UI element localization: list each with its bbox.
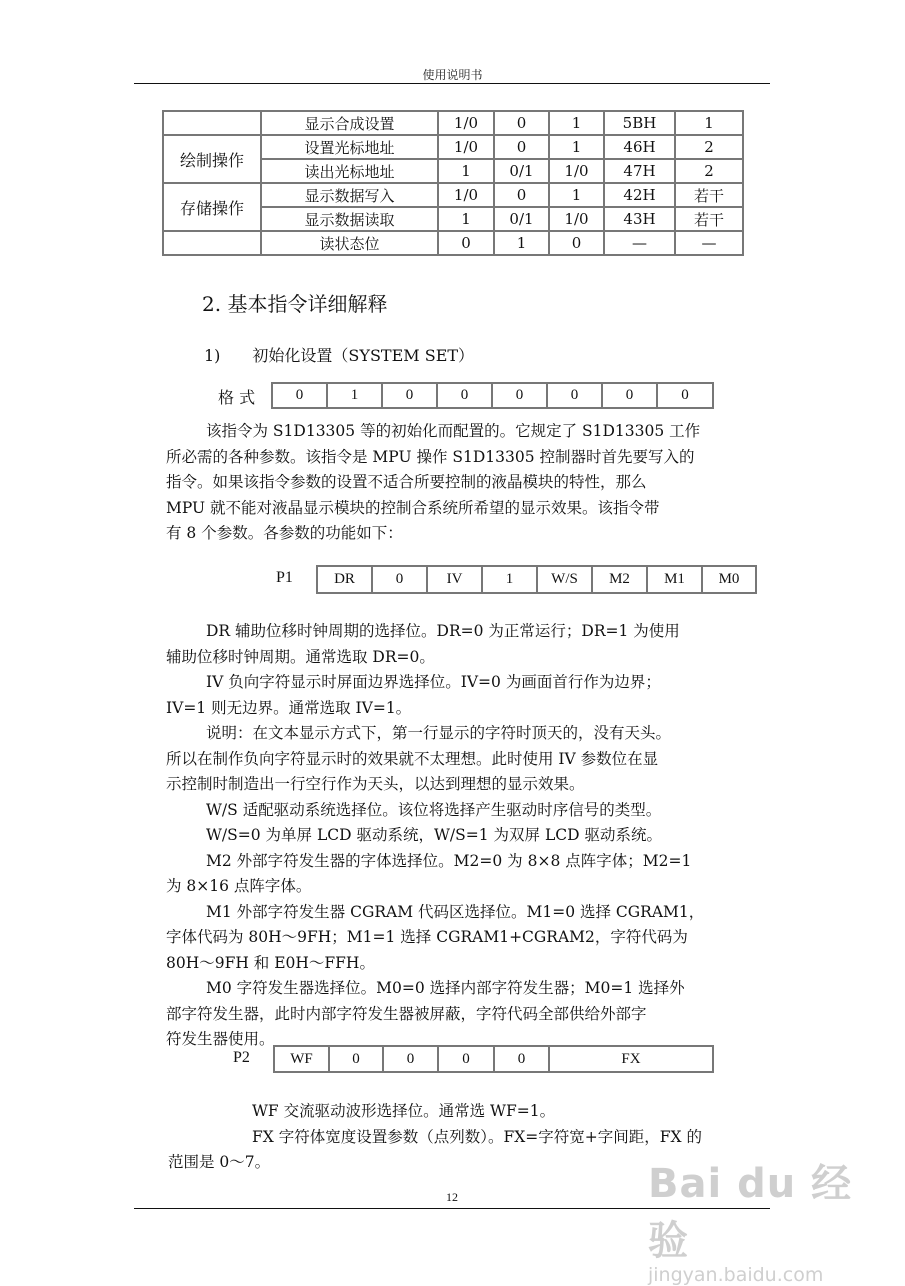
header-title: 使用说明书 [422, 68, 483, 82]
command-name: 显示数据写入 [261, 183, 438, 207]
cell: 1 [438, 159, 494, 183]
text-line: W/S=0 为单屏 LCD 驱动系统，W/S=1 为双屏 LCD 驱动系统。 [206, 826, 662, 844]
format-bit-box [271, 382, 714, 409]
group-cell: 绘制操作 [163, 135, 261, 183]
cell: 1 [438, 207, 494, 231]
command-name: 读状态位 [261, 231, 438, 255]
bit-cell: WF [275, 1047, 330, 1071]
p1-bit-box [316, 565, 757, 594]
bit-cell: 0 [495, 1047, 550, 1071]
table-row [163, 183, 743, 207]
code-cell: 5BH [604, 111, 675, 135]
text-line: 字体代码为 80H～9FH；M1=1 选择 CGRAM1+CGRAM2，字符代码为 [166, 928, 688, 946]
p2-bit-box [273, 1045, 714, 1073]
text-line: 80H～9FH 和 E0H～FFH。 [166, 953, 375, 972]
params-cell: — [675, 231, 743, 255]
text-line: WF 交流驱动波形选择位。通常选 WF=1。 [252, 1102, 556, 1120]
bit-cell: 0 [273, 384, 328, 407]
params-cell: 2 [675, 159, 743, 183]
cell: 1 [494, 231, 549, 255]
text-line: 范围是 0～7。 [168, 1153, 271, 1171]
text-line: 为 8×16 点阵字体。 [166, 877, 312, 895]
bit-cell: 0 [384, 1047, 439, 1071]
command-name: 显示合成设置 [261, 111, 438, 135]
bit-cell: 0 [493, 384, 548, 407]
cell: 1/0 [438, 135, 494, 159]
format-label: 格 式 [218, 388, 256, 407]
text-line: M1 外部字符发生器 CGRAM 代码区选择位。M1=0 选择 CGRAM1， [206, 902, 705, 921]
intro-paragraph [166, 419, 778, 547]
bit-cell: 1 [483, 567, 538, 592]
bit-cell: 1 [328, 384, 383, 407]
command-name: 设置光标地址 [261, 135, 438, 159]
text-line: FX 字符体宽度设置参数（点列数）。FX=字符宽+字间距，FX 的 [252, 1127, 702, 1146]
text-line: IV 负向字符显示时屏面边界选择位。IV=0 为画面首行作为边界； [206, 673, 661, 691]
text-line: 该指令为 S1D13305 等的初始化而配置的。它规定了 S1D13305 工作 [206, 422, 701, 440]
table-row [163, 111, 743, 135]
params-cell: 2 [675, 135, 743, 159]
text-line: MPU 就不能对液晶显示模块的控制合系统所希望的显示效果。该指令带 [166, 498, 660, 517]
text-line: IV=1 则无边界。通常选取 IV=1。 [166, 698, 412, 717]
text-line: 示控制时制造出一行空行作为天头，以达到理想的显示效果。 [166, 775, 585, 793]
watermark-logo: Bai du 经验 [648, 1161, 853, 1264]
params-cell: 1 [675, 111, 743, 135]
text-line: 辅助位移时钟周期。通常选取 DR=0。 [166, 647, 435, 666]
bit-cell: 0 [373, 567, 428, 592]
p2-label: P2 [233, 1049, 250, 1066]
cell: 1 [549, 135, 604, 159]
text-line: 部字符发生器，此时内部字符发生器被屏蔽，字符代码全部供给外部字 [166, 1004, 647, 1023]
code-cell: — [604, 231, 675, 255]
watermark-url: jingyan.baidu.com [648, 1264, 824, 1286]
text-line: 指令。如果该指令参数的设置不适合所要控制的液晶模块的特性，那么 [166, 473, 647, 491]
bit-cell: 0 [439, 1047, 495, 1071]
cell: 0/1 [494, 159, 549, 183]
command-name: 读出光标地址 [261, 159, 438, 183]
code-cell: 42H [604, 183, 675, 207]
bit-cell: M1 [648, 567, 703, 592]
sub-heading: 1) 初始化设置（SYSTEM SET） [204, 346, 475, 365]
cell: 0 [494, 183, 549, 207]
bit-cell: 0 [383, 384, 438, 407]
code-cell: 46H [604, 135, 675, 159]
bit-cell: 0 [681, 387, 689, 403]
bit-cell: W/S [538, 567, 593, 592]
group-cell: 存储操作 [163, 183, 261, 231]
cell: 1/0 [438, 111, 494, 135]
cell: 1 [549, 111, 604, 135]
params-cell: 若干 [675, 183, 743, 207]
text-line: 所以在制作负向字符显示时的效果就不太理想。此时使用 IV 参数位在显 [166, 749, 659, 768]
text-line: 有 8 个参数。各参数的功能如下： [166, 524, 403, 542]
section-heading: 2. 基本指令详细解释 [202, 292, 388, 316]
bit-cell: 0 [330, 1047, 384, 1071]
group-cell [163, 111, 261, 135]
p1-label: P1 [276, 569, 293, 586]
bit-cell: M2 [593, 567, 648, 592]
command-name: 显示数据读取 [261, 207, 438, 231]
code-cell: 43H [604, 207, 675, 231]
cell: 0/1 [494, 207, 549, 231]
cell: 1/0 [438, 183, 494, 207]
page-number: 12 [446, 1190, 458, 1204]
bit-cell: DR [318, 567, 373, 592]
cell: 0 [494, 135, 549, 159]
cell: 0 [549, 231, 604, 255]
table-row [163, 135, 743, 159]
text-line: W/S 适配驱动系统选择位。该位将选择产生驱动时序信号的类型。 [206, 800, 662, 819]
params-cell: 若干 [675, 207, 743, 231]
bit-cell: 0 [438, 384, 493, 407]
bit-cell: 0 [603, 384, 658, 407]
cell: 0 [438, 231, 494, 255]
header-rule [134, 83, 770, 84]
bit-cell: FX [621, 1050, 641, 1067]
bit-cell: IV [428, 567, 483, 592]
command-table [162, 110, 744, 256]
p1-description [166, 619, 778, 1053]
text-line: M0 字符发生器选择位。M0=0 选择内部字符发生器；M0=1 选择外 [206, 979, 685, 997]
text-line: DR 辅助位移时钟周期的选择位。DR=0 为正常运行；DR=1 为使用 [206, 622, 680, 640]
text-line: 所必需的各种参数。该指令是 MPU 操作 S1D13305 控制器时首先要写入的 [166, 447, 695, 466]
text-line: M2 外部字符发生器的字体选择位。M2=0 为 8×8 点阵字体；M2=1 [206, 851, 692, 870]
bit-cell: M0 [718, 571, 740, 587]
text-line: 说明：在文本显示方式下，第一行显示的字符时顶天的，没有天头。 [206, 724, 672, 742]
cell: 0 [494, 111, 549, 135]
cell: 1/0 [549, 207, 604, 231]
text-line: 符发生器使用。 [166, 1030, 275, 1048]
cell: 1 [549, 183, 604, 207]
code-cell: 47H [604, 159, 675, 183]
baidu-watermark [648, 1152, 888, 1286]
table-row [163, 231, 743, 255]
group-cell [163, 231, 261, 255]
cell: 1/0 [549, 159, 604, 183]
bit-cell: 0 [548, 384, 603, 407]
